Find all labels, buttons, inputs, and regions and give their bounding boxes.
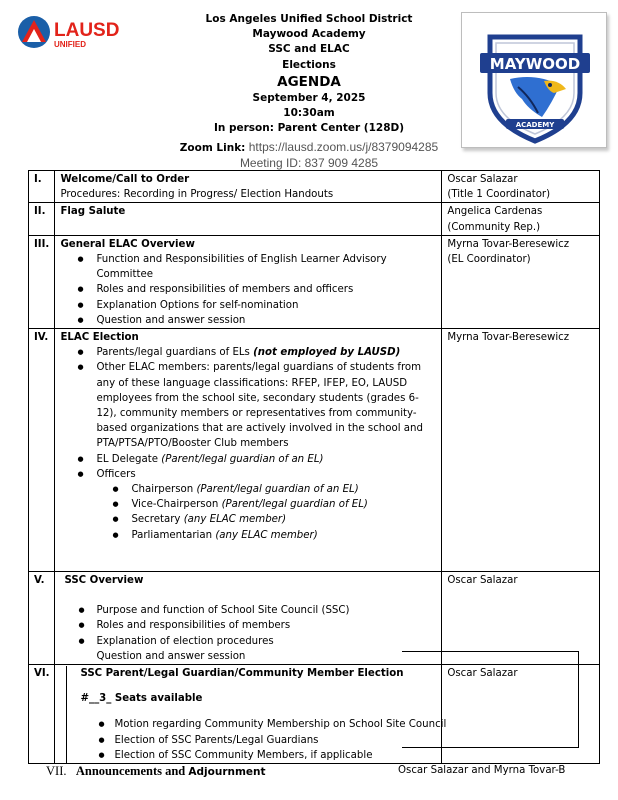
item-title: ELAC Election (60, 332, 139, 344)
presenter-name: Oscar Salazar (447, 668, 518, 680)
presenter-name: Angelica Cardenas (447, 206, 543, 218)
item-title: SSC Parent/Legal Guardian/Community Member Election (80, 668, 404, 680)
item-topic (55, 203, 442, 235)
agenda-row-6 (29, 665, 600, 764)
item-topic (55, 665, 447, 764)
item-number: II. (29, 203, 55, 235)
lausd-logo-text: LAUSD (54, 20, 120, 41)
item-topic (55, 329, 442, 572)
item-topic (55, 171, 442, 203)
item-number: VII. (46, 764, 67, 778)
bullet-list (60, 252, 437, 328)
presenter-name: Oscar Salazar (447, 575, 518, 587)
item-title: General ELAC Overview (60, 238, 195, 250)
district-name: Los Angeles Unified School District (205, 13, 413, 25)
zoom-line (150, 139, 468, 156)
presenter-role: (EL Coordinator) (447, 254, 531, 266)
agenda-table (28, 170, 600, 764)
officer-list (60, 482, 437, 543)
officer-item: ● Parliamentarian (any ELAC member) (60, 528, 437, 543)
list-item: ● EL Delegate (Parent/legal guardian of an EL) (60, 452, 437, 467)
presenter-name: Oscar Salazar (447, 174, 518, 185)
item-title: Welcome/Call to Order (60, 174, 190, 185)
presenter-name: Myrna Tovar-Beresewicz (447, 238, 570, 250)
list-item: ● Election of SSC Parents/Legal Guardians (80, 733, 446, 748)
item-topic (55, 572, 442, 665)
list-item: ● Roles and responsibilities of members and officers (60, 282, 437, 297)
item-7-presenter: Oscar Salazar and Myrna Tovar-B (398, 765, 566, 776)
meeting-time: 10:30am (283, 107, 335, 120)
list-item: ● Explanation Options for self-nomination (60, 298, 437, 313)
item-number: III. (29, 235, 55, 328)
presenter-name: Myrna Tovar-Beresewicz (447, 332, 570, 344)
list-item: ● Question and answer session (60, 313, 437, 328)
item-presenter (442, 665, 600, 764)
item-presenter (442, 329, 600, 572)
agenda-row-4 (29, 329, 600, 572)
list-item: ● Parents/legal guardians of ELs (not employed by LAUSD) (60, 345, 437, 360)
zoom-link[interactable]: https://lausd.zoom.us/j/8379094285 (248, 140, 439, 154)
item-title: SSC Overview (64, 575, 144, 587)
list-item: ● Motion regarding Community Membership on School Site Council (80, 717, 446, 732)
officer-item: ● Secretary (any ELAC member) (60, 512, 437, 527)
item-number: I. (29, 171, 55, 203)
bullet-list (80, 717, 446, 763)
list-item: ● Function and Responsibilities of English Learner Advisory Committee (60, 252, 437, 282)
agenda-row-1 (29, 171, 600, 203)
item-presenter (442, 572, 600, 665)
agenda-item-7 (46, 764, 266, 779)
item-number: V. (29, 572, 55, 665)
list-item: ● Election of SSC Community Members, if applicable (80, 748, 446, 763)
list-item-plain: Question and answer session (96, 650, 246, 662)
officer-item: ● Chairperson (Parent/legal guardian of an EL) (60, 482, 437, 497)
item-number: VI. (29, 665, 55, 764)
crest-sub: ACADEMY (515, 121, 555, 129)
list-item: ● Roles and responsibilities of members (60, 618, 437, 633)
agenda-row-2 (29, 203, 600, 235)
bullet-list (60, 603, 437, 649)
lausd-logo-subtext: UNIFIED (54, 40, 86, 49)
list-item: ● Other ELAC members: parents/legal guardians of students from any of these language classifications: RFEP, IFEP, EO, LAUSD employees from the school site, secondary students (grades 6-12), community members or representatives from community-based organizations that are actively involved in the school and PTA/PTSA/PTO/Booster Club members (60, 360, 437, 451)
item-title-a: Announcements and (75, 764, 189, 778)
item-presenter (442, 171, 600, 203)
item-number: IV. (29, 329, 55, 572)
item-title: Flag Salute (60, 206, 126, 218)
agenda-row-5 (29, 572, 600, 665)
presenter-role: (Title 1 Coordinator) (447, 189, 551, 201)
item-line: Procedures: Recording in Progress/ Election Handouts (60, 189, 334, 201)
zoom-label: Zoom Link: (179, 142, 246, 154)
item-presenter (442, 203, 600, 235)
lausd-logo (16, 14, 146, 50)
list-item: ● Officers ● Chairperson (Parent/legal guardian of an EL) ● Vice-Chairperson (Parent/legal guardian of EL) ● Secretary (any ELAC member) ● Parliamentarian (any ELAC member) (60, 467, 437, 543)
presenter-role: (Community Rep.) (447, 221, 541, 233)
bullet-list (60, 345, 437, 543)
list-item: ● Explanation of election procedures (60, 634, 437, 649)
meeting-id: Meeting ID: 837 909 4285 (239, 156, 379, 170)
school-name: Maywood Academy (252, 28, 366, 41)
agenda-title: AGENDA (277, 73, 341, 90)
officer-item: ● Vice-Chairperson (Parent/legal guardian of EL) (60, 497, 437, 512)
meeting-location: In person: Parent Center (128D) (213, 122, 405, 135)
maywood-crest-logo (462, 13, 608, 149)
list-item: ● Purpose and function of School Site Council (SSC) (60, 603, 437, 618)
item-topic (55, 235, 442, 328)
meeting-date: September 4, 2025 (252, 91, 366, 104)
committees: SSC and ELAC (268, 43, 350, 56)
ssc-election-box (66, 666, 446, 763)
agenda-header (150, 12, 468, 136)
agenda-row-3 (29, 235, 600, 328)
item-presenter (442, 235, 600, 328)
event-name: Elections (282, 58, 336, 71)
crest-name: MAYWOOD (489, 55, 581, 73)
item-title-b: Adjournment (188, 766, 266, 778)
maywood-crest-box (461, 12, 607, 148)
seats-available: #__3_ Seats available (80, 693, 203, 705)
